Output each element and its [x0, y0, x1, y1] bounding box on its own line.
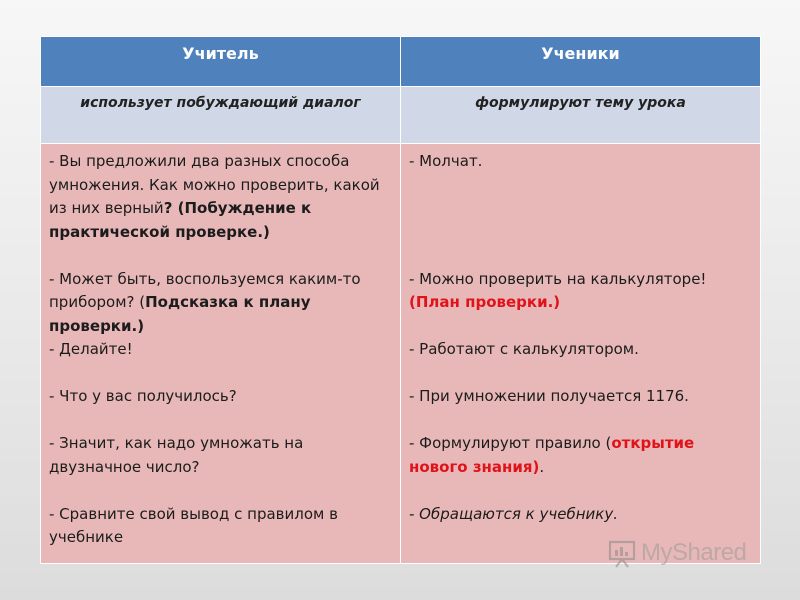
students-column-header: Ученики — [401, 37, 761, 87]
teacher-prompt-1: ? (Побуждение к практической проверке.) — [49, 199, 312, 241]
students-cell — [401, 144, 761, 564]
student-answer-5: - Формулируют правило (открытие нового знания). — [409, 434, 695, 476]
lesson-table — [40, 36, 761, 564]
students-subheader: формулируют тему урока — [401, 87, 761, 144]
teacher-cell — [41, 144, 401, 564]
teacher-question-5: - Значит, как надо умножать на двузначное число? — [49, 434, 304, 476]
watermark — [607, 537, 746, 569]
student-answer-4: - При умножении получается 1176. — [409, 387, 689, 405]
teacher-question-4: - Что у вас получилось? — [49, 387, 237, 405]
teacher-question-3: - Делайте! — [49, 340, 133, 358]
subheader-row — [41, 87, 761, 144]
student-answer-2: - Можно проверить на калькуляторе! — [409, 269, 707, 288]
teacher-question-2: - Может быть, воспользуемся каким-то прибором? (Подсказка к плану проверки.) — [49, 269, 361, 335]
student-plan-label: (План проверки.) — [409, 293, 561, 311]
presentation-board-icon — [607, 538, 637, 568]
student-answer-1: - Молчат. — [409, 152, 483, 170]
teacher-column-header: Учитель — [41, 37, 401, 87]
header-row — [41, 37, 761, 87]
teacher-prompt-2: Подсказка к плану проверки.) — [49, 293, 311, 335]
teacher-question-6: - Сравните свой вывод с правилом в учебнике — [49, 504, 338, 546]
watermark-text: MyShared — [641, 539, 747, 566]
teacher-question-1: - Вы предложили два разных способа умножения. Как можно проверить, какой из них верный? (Побуждение к практической проверке.) — [49, 152, 380, 241]
dialog-row — [41, 144, 761, 564]
student-answer-3: - Работают с калькулятором. — [409, 340, 639, 358]
student-answer-6: - Обращаются к учебнику. — [409, 504, 618, 523]
teacher-subheader: использует побуждающий диалог — [41, 87, 401, 144]
student-discovery-label: открытие нового знания) — [409, 434, 695, 476]
